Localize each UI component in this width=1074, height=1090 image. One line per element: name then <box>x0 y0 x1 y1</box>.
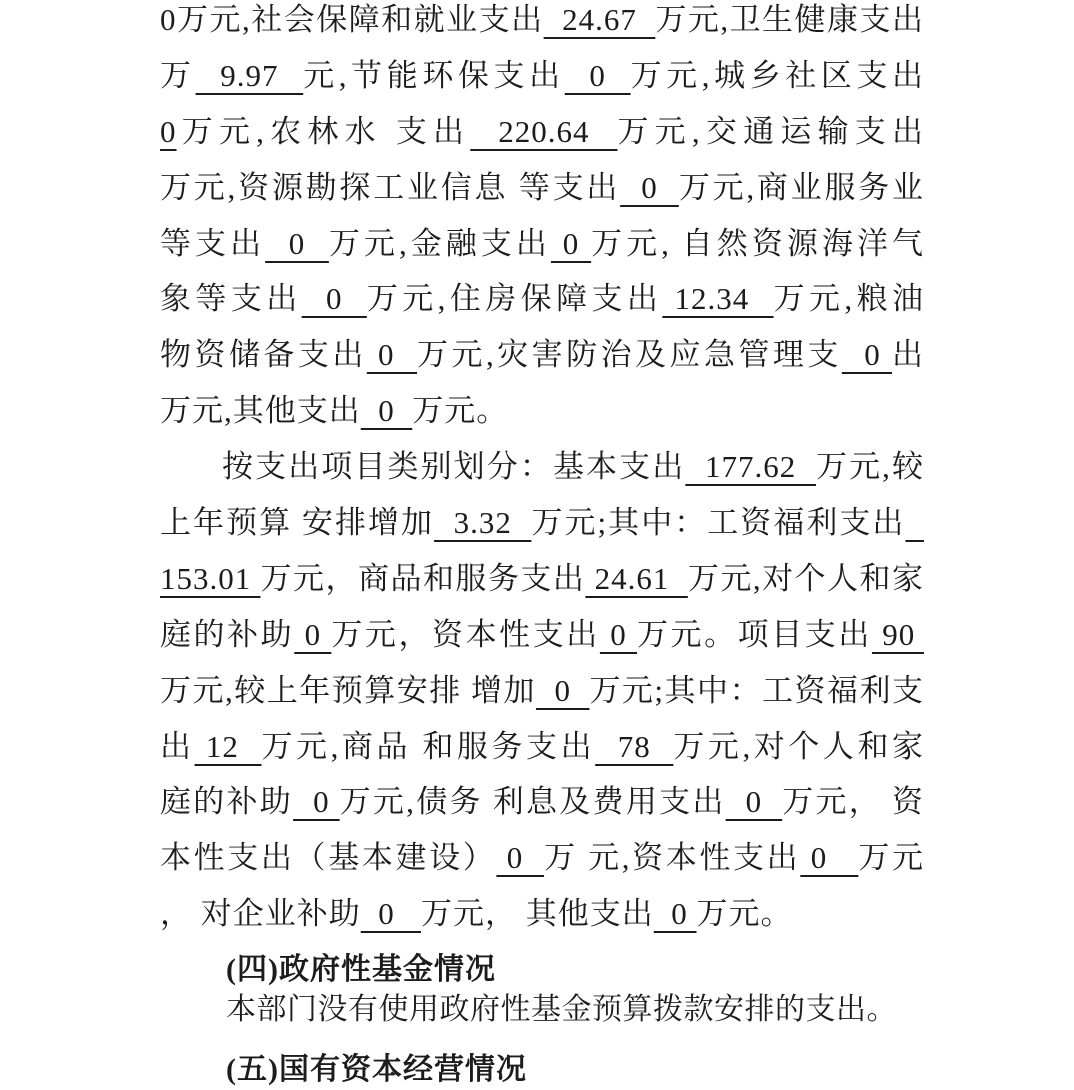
text-run: 万元,商业服务业 <box>678 169 924 205</box>
text-run: 万元， 其他支出 <box>421 896 654 932</box>
section-heading-government-funds: (四)政府性基金情况 <box>226 953 496 987</box>
text-run: 万元,商品 和服务支出 <box>261 728 596 764</box>
text-run: 0万元,社会保障和就业支出 <box>160 2 544 37</box>
underlined-value: 0 <box>293 784 340 820</box>
text-line <box>160 774 924 830</box>
text-line <box>160 216 924 272</box>
text-run: 物资储备支出 <box>160 337 367 373</box>
text-run: 万元,其他支出 <box>160 393 361 429</box>
text-run: 等支出 <box>160 225 266 261</box>
underlined-value: 0 <box>160 113 177 149</box>
underlined-value: 90 <box>871 616 924 652</box>
text-line <box>160 607 924 663</box>
text-run: 上年预算 安排增加 <box>160 505 435 541</box>
text-line <box>160 830 924 886</box>
text-line <box>160 551 924 607</box>
text-run: 万元,债务 利息及费用支出 <box>339 784 726 820</box>
text-run: 万元,交通运输支出 <box>617 113 924 149</box>
text-line <box>160 271 924 327</box>
underlined-value: 0 <box>725 784 783 820</box>
text-line <box>160 719 924 775</box>
underlined-value: 0 <box>360 393 413 429</box>
text-run: 万元，商品和服务支出 <box>260 560 586 596</box>
text-run: 万元;其中：工资福利支 <box>589 672 924 708</box>
text-run: 万元,粮油 <box>773 281 924 317</box>
underlined-value: 0 <box>620 169 679 205</box>
underlined-value: 0 <box>550 225 592 261</box>
text-run: 万元 <box>858 840 924 876</box>
text-line <box>160 104 924 160</box>
underlined-value: 78 <box>595 728 674 764</box>
text-run: 元,节能环保支出 <box>303 57 565 93</box>
text-run: 万元,较 <box>815 449 924 485</box>
underlined-value: 0 <box>366 337 417 373</box>
text-line <box>160 663 924 719</box>
underlined-value <box>905 505 924 540</box>
text-run: 出 <box>160 728 195 764</box>
underlined-value: 12.34 <box>662 281 774 317</box>
section-list <box>160 950 924 1090</box>
text-run: 万元,城乡社区支出 <box>630 57 924 93</box>
text-run: 万元,住房保障支出 <box>366 281 663 317</box>
section-heading-state-capital: (五)国有资本经营情况 <box>226 1053 527 1087</box>
underlined-value: 0 <box>496 840 545 876</box>
text-run: 万元,卫生健康支出 <box>655 2 924 37</box>
text-run: 万 元,资本性支出 <box>544 840 801 876</box>
underlined-value: 0 <box>265 225 329 261</box>
text-run: 本性支出（基本建设） <box>160 840 497 876</box>
underlined-value: 153.01 <box>160 560 261 596</box>
section-paragraph-government-funds: 本部门没有使用政府性基金预算拨款安排的支出。 <box>226 993 897 1027</box>
text-run: 万元,对个人和家 <box>673 728 924 764</box>
underlined-value: 0 <box>301 281 367 317</box>
underlined-value: 3.32 <box>434 505 532 541</box>
text-run: 万元。 <box>696 896 793 932</box>
underlined-value: 24.67 <box>543 2 656 37</box>
underlined-value: 177.62 <box>685 449 816 485</box>
text-run: 万元,资源勘探工业信息 等支出 <box>160 169 621 205</box>
text-line <box>160 886 924 942</box>
text-run: 万元,金融支出 <box>328 225 551 261</box>
text-run: 万元,农林水 支出 <box>176 113 471 149</box>
underlined-value: 0 <box>653 896 697 932</box>
underlined-value: 0 <box>599 616 637 652</box>
text-run: 万元，资本性支出 <box>331 616 600 652</box>
text-run: ， 对企业补助 <box>160 896 361 932</box>
underlined-value: 0 <box>564 57 631 93</box>
text-run: 出 <box>892 337 924 373</box>
text-run: 万元;其中：工资福利支出 <box>531 505 906 541</box>
text-line <box>160 439 924 495</box>
text-run: 万元， 资 <box>782 784 924 820</box>
text-line <box>160 160 924 216</box>
text-run: 万元,对个人和家 <box>687 560 924 596</box>
text-line <box>160 327 924 383</box>
underlined-value: 0 <box>294 616 332 652</box>
text-run: 万元。 <box>412 393 509 429</box>
underlined-value: 220.64 <box>470 113 618 149</box>
text-line <box>160 383 924 439</box>
text-run: 按支出项目类别划分：基本支出 <box>222 449 686 485</box>
underlined-value: 0 <box>800 840 859 876</box>
text-run: 万元, 自然资源海洋气 <box>591 225 924 261</box>
underlined-value: 12 <box>194 728 262 764</box>
underlined-value: 9.97 <box>195 57 304 93</box>
underlined-value: 0 <box>535 672 590 708</box>
text-run: 万元,较上年预算安排 增加 <box>160 672 536 708</box>
underlined-value: 0 <box>841 337 893 373</box>
text-run: 象等支出 <box>160 281 302 317</box>
text-run: 万元,灾害防治及应急管理支 <box>417 337 842 373</box>
text-run: 庭的补助 <box>160 616 295 652</box>
text-line <box>160 0 924 48</box>
text-run: 万 <box>160 57 196 93</box>
text-run: 万元。项目支出 <box>637 616 872 652</box>
underlined-value: 0 <box>360 896 421 932</box>
text-line <box>160 48 924 104</box>
text-run: 庭的补助 <box>160 784 294 820</box>
underlined-value: 24.61 <box>585 560 688 596</box>
document-body-lines <box>160 0 924 942</box>
text-line <box>160 495 924 551</box>
document-page <box>160 0 924 1090</box>
